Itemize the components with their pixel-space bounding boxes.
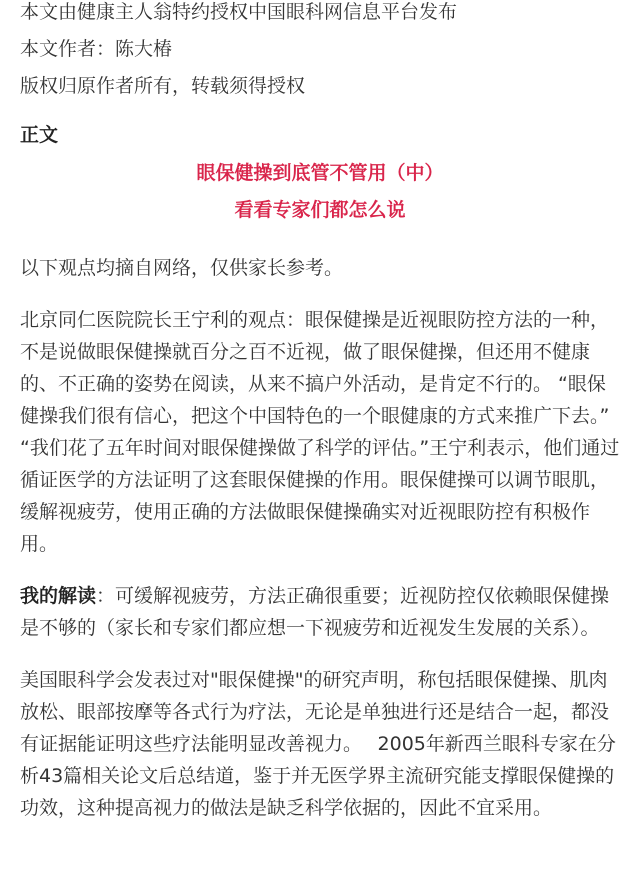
article-subtitle: 看看专家们都怎么说 — [234, 199, 406, 221]
aao-paragraph: 美国眼科学会发表过对"眼保健操"的研究声明，称包括眼保健操、肌肉放松、眼部按摩等各式行为疗法，无论是单独进行还是结合一起，都没有证据能证明这些疗法能明显改善视力。 2005年新西兰眼科专家在分析43篇相关论文后总结道，鉴于并无医学界主流研究能支撑眼保健操的功效，这种提高视力的做法是缺乏科学依据的，因此不宜采用。 — [20, 669, 616, 819]
intro-paragraph: 以下观点均摘自网络，仅供家长参考。 — [20, 257, 344, 279]
authorization-line: 本文由健康主人翁特约授权中国眼科网信息平台发布 — [20, 1, 458, 23]
author-line: 本文作者：陈大椿 — [20, 38, 173, 60]
beijing-hospital-paragraph: 北京同仁医院院长王宁利的观点：眼保健操是近视眼防控方法的一种，不是说做眼保健操就百分之百不近视，做了眼保健操，但还用不健康的、不正确的姿势在阅读，从来不搞户外活动，是肯定不行的。 “眼保健操我们很有信心，把这个中国特色的一个眼健康的方式来推广下去。” “我们花了五年时间对眼保健操做了科学的评估。”王宁利表示，他们通过循证医学的方法证明了这套眼保健操的作用。眼保健操可以调节眼肌，缓解视疲劳，使用正确的方法做眼保健操确实对近视眼防控有积极作用。 — [20, 309, 620, 555]
interpretation-body: ：可缓解视疲劳，方法正确很重要；近视防控仅依赖眼保健操是不够的（家长和专家们都应想一下视疲劳和近视发生发展的关系）。 — [20, 585, 610, 639]
article-title: 眼保健操到底管不管用（中） — [196, 162, 444, 184]
copyright-line: 版权归原作者所有，转载须得授权 — [20, 75, 306, 97]
interpretation-paragraph — [20, 580, 620, 644]
section-label: 正文 — [20, 124, 59, 146]
interpretation-lead: 我的解读 — [20, 585, 97, 607]
